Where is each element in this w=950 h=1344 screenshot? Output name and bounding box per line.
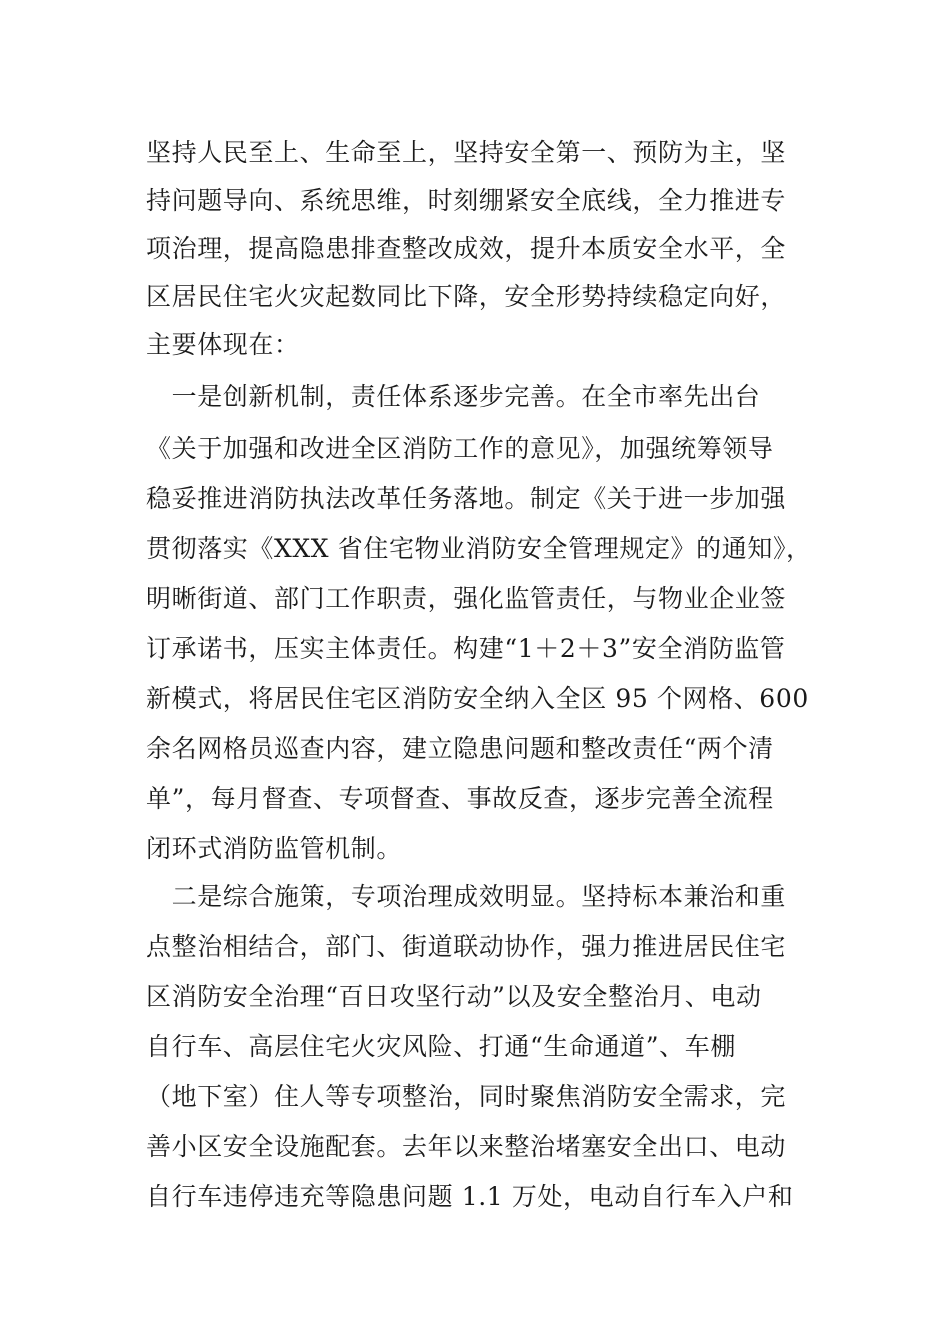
text-line: 余名网格员巡查内容，建立隐患问题和整改责任“两个清 bbox=[146, 734, 774, 763]
text-line: 新模式，将居民住宅区消防安全纳入全区 95 个网格、600 bbox=[146, 684, 809, 713]
paragraph-one-first-line: 一是创新机制，责任体系逐步完善。在全市率先出台 bbox=[146, 382, 761, 411]
text-line: 主要体现在： bbox=[146, 330, 300, 359]
text-line: 自行车、高层住宅火灾风险、打通“生命通道”、车棚 bbox=[146, 1032, 736, 1061]
text-line: （地下室）住人等专项整治，同时聚焦消防安全需求，完 bbox=[146, 1082, 787, 1111]
text-line: 单”，每月督查、专项督查、事故反查，逐步完善全流程 bbox=[146, 784, 774, 813]
text-line: 区消防安全治理“百日攻坚行动”以及安全整治月、电动 bbox=[146, 982, 762, 1011]
text-line: 明晰街道、部门工作职责，强化监管责任，与物业企业签 bbox=[146, 584, 787, 613]
text-line: 项治理，提高隐患排查整改成效，提升本质安全水平，全 bbox=[146, 234, 787, 263]
text-line: 自行车违停违充等隐患问题 1.1 万处，电动自行车入户和 bbox=[146, 1182, 794, 1211]
text-line: 稳妥推进消防执法改革任务落地。制定《关于进一步加强 bbox=[146, 484, 787, 513]
text-line: 区居民住宅火灾起数同比下降，安全形势持续稳定向好， bbox=[146, 282, 787, 311]
text-line: 贯彻落实《XXX 省住宅物业消防安全管理规定》的通知》， bbox=[146, 534, 812, 563]
text-line: 闭环式消防监管机制。 bbox=[146, 834, 403, 863]
text-line: 坚持人民至上、生命至上，坚持安全第一、预防为主，坚 bbox=[146, 138, 787, 167]
text-line: 善小区安全设施配套。去年以来整治堵塞安全出口、电动 bbox=[146, 1132, 787, 1161]
text-line: 持问题导向、系统思维，时刻绷紧安全底线，全力推进专 bbox=[146, 186, 787, 215]
text-line: 《关于加强和改进全区消防工作的意见》，加强统筹领导 bbox=[146, 434, 774, 463]
text-line: 订承诺书，压实主体责任。构建“1＋2＋3”安全消防监管 bbox=[146, 634, 786, 663]
text-line: 点整治相结合，部门、街道联动协作，强力推进居民住宅 bbox=[146, 932, 787, 961]
paragraph-two-first-line: 二是综合施策，专项治理成效明显。坚持标本兼治和重 bbox=[146, 882, 787, 911]
